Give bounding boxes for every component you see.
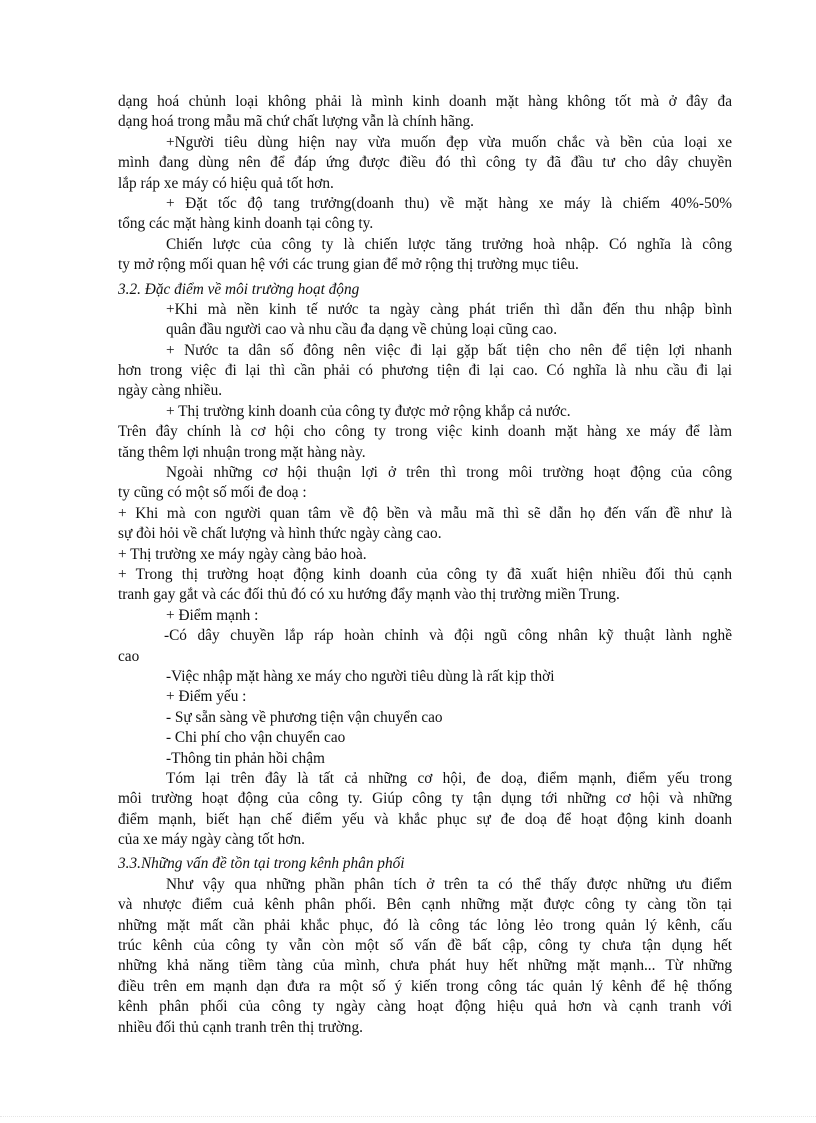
list-item: - Sự sẵn sàng về phương tiện vận chuyển cao (166, 708, 443, 726)
paragraph-line: lắp ráp xe máy có hiệu quả tốt hơn. (118, 174, 334, 192)
paragraph-line: môi trường hoạt động của công ty. Giúp công ty tận dụng tới những cơ hội và những (118, 790, 732, 808)
paragraph-line: trúc kênh của công ty vẫn còn một số vấn đề bất cập, công ty chưa tận dụng hết (118, 937, 732, 955)
paragraph-line: tăng thêm lợi nhuận trong mặt hàng này. (118, 443, 366, 461)
paragraph-line: sự đòi hỏi về chất lượng và hình thức ngày càng cao. (118, 525, 442, 543)
paragraph-line: những khả năng tiềm tàng của mình, chưa phát huy hết những mặt mạnh... Từ những (118, 957, 732, 975)
paragraph-line: +Khi mà nền kinh tế nước ta ngày càng phát triển thì dẫn đến thu nhập bình (166, 300, 732, 318)
weaknesses-label: + Điểm yếu : (166, 688, 247, 706)
paragraph-line: điểm mạnh, biết hạn chế điểm yếu và khắc phục sự đe doạ để hoạt động kinh doanh (118, 810, 732, 828)
paragraph-line: ty cũng có một số mối đe doạ : (118, 484, 307, 502)
paragraph-line: nhiều đối thủ cạnh tranh trên thị trường. (118, 1018, 363, 1036)
paragraph-line: dạng hoá trong mẫu mã chứ chất lượng vẫn là chính hãng. (118, 113, 475, 131)
paragraph-line: tranh gay gắt và các đối thủ đó có xu hướng đẩy mạnh vào thị trường miền Trung. (118, 586, 620, 604)
paragraph-line: +Người tiêu dùng hiện nay vừa muốn đẹp vừa muốn chắc và bền của loại xe (166, 133, 732, 151)
paragraph-line: + Khi mà con người quan tâm về độ bền và mẫu mã thì sẽ dẫn họ đến vấn đề như là (118, 504, 732, 522)
paragraph-line: kênh phân phối của công ty ngày càng hoạt động hiệu quả hơn và cạnh tranh với (118, 998, 732, 1016)
strengths-label: + Điểm mạnh : (166, 606, 259, 624)
list-item: - Chi phí cho vận chuyển cao (166, 729, 346, 747)
paragraph-line: hơn trong việc đi lại thì cần phải có phương tiện đi lại cao. Có nghĩa là nhu cầu đi lại (118, 362, 732, 380)
paragraph-line: + Nước ta dân số đông nên việc đi lại gặp bất tiện cho nên để tiện lợi nhanh (166, 341, 732, 359)
paragraph-line: Như vậy qua những phần phân tích ở trên ta có thể thấy được những ưu điểm (166, 875, 732, 893)
list-item: cao (118, 647, 140, 665)
paragraph-line: + Trong thị trường hoạt động kinh doanh của công ty đã xuất hiện nhiều đối thủ cạnh (118, 565, 732, 583)
paragraph-line: tổng các mặt hàng kinh doanh tại công ty. (118, 215, 374, 233)
paragraph-line: quân đầu người cao và nhu cầu đa dạng về chủng loại cũng cao. (166, 321, 558, 339)
paragraph-line: + Thị trường xe máy ngày càng bảo hoà. (118, 545, 367, 563)
paragraph-line: Trên đây chính là cơ hội cho công ty trong việc kinh doanh mặt hàng xe máy để làm (118, 423, 732, 441)
paragraph-line: điều trên em mạnh dạn đưa ra một số ý kiến trong công tác quản lý kênh để hệ thống (118, 977, 732, 995)
list-item: -Việc nhập mặt hàng xe máy cho người tiêu dùng là rất kịp thời (166, 667, 555, 685)
paragraph-line: Chiến lược của công ty là chiến lược tăng trưởng hoà nhập. Có nghĩa là công (166, 235, 732, 253)
paragraph-line: Tóm lại trên đây là tất cả những cơ hội, đe doạ, điểm mạnh, điểm yếu trong (166, 769, 732, 787)
paragraph-line: ngày càng nhiều. (118, 382, 223, 400)
paragraph-line: và nhược điểm cuả kênh phân phối. Bên cạnh những mặt được công ty càng tồn tại (118, 896, 732, 914)
paragraph-line: những mặt mất cần phải khắc phục, đó là công tác lỏng lẻo trong quản lý kênh, cấu (118, 916, 732, 934)
paragraph-line: mình đang dùng nên để đáp ứng được điều đó thì công ty đã đầu tư cho dây chuyền (118, 154, 732, 172)
document-page (118, 92, 732, 1038)
section-heading-3-3: 3.3.Những vấn đề tồn tại trong kênh phân phối (118, 855, 405, 873)
list-item: -Có dây chuyền lắp ráp hoàn chỉnh và đội ngũ công nhân kỹ thuật lành nghề (164, 627, 732, 645)
paragraph-line: dạng hoá chủnh loại không phải là mình kinh doanh mặt hàng không tốt mà ở đây đa (118, 93, 732, 110)
paragraph-line: của xe máy ngày càng tốt hơn. (118, 831, 305, 849)
paragraph-line: + Đặt tốc độ tang trưởng(doanh thu) về mặt hàng xe máy là chiếm 40%-50% (166, 194, 732, 212)
list-item: -Thông tin phản hồi chậm (166, 749, 325, 767)
paragraph-line: ty mở rộng mối quan hệ với các trung gian để mở rộng thị trường mục tiêu. (118, 256, 579, 274)
page-bottom-divider (0, 1116, 816, 1117)
paragraph-line: Ngoài những cơ hội thuận lợi ở trên thì trong môi trường hoạt động của công (166, 464, 732, 482)
section-heading-3-2: 3.2. Đặc điểm về môi trường hoạt động (118, 280, 360, 298)
paragraph-line: + Thị trường kinh doanh của công ty được mở rộng khắp cả nước. (166, 402, 571, 420)
